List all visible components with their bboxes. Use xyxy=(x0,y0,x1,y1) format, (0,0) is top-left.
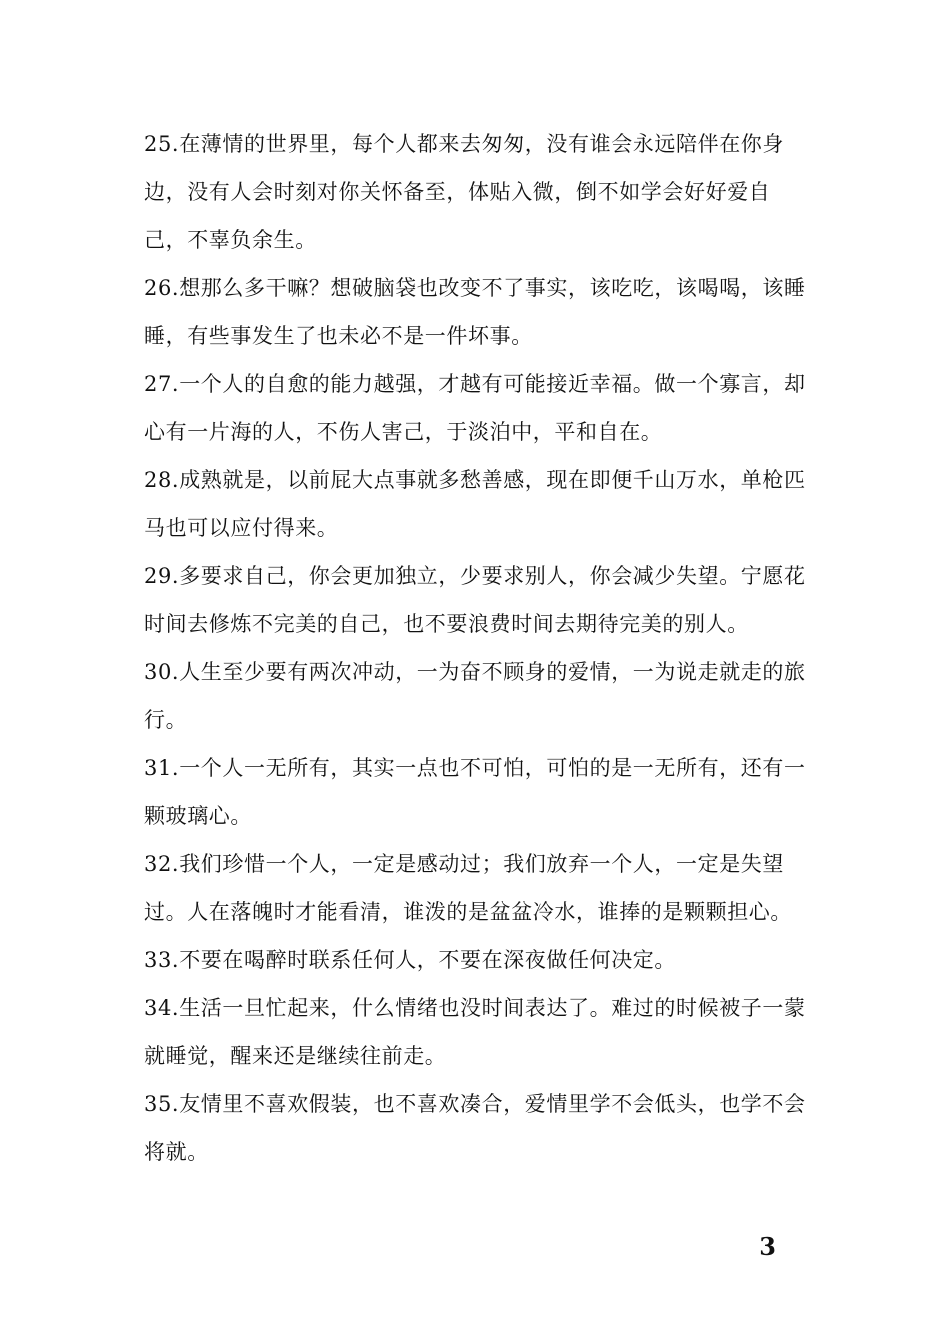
quote-entry-26: 26.想那么多干嘛？想破脑袋也改变不了事实，该吃吃，该喝喝，该睡睡，有些事发生了也未必不是一件坏事。 xyxy=(144,276,806,348)
quote-entry-29: 29.多要求自己，你会更加独立，少要求别人，你会减少失望。宁愿花时间去修炼不完美的自己，也不要浪费时间去期待完美的别人。 xyxy=(144,564,806,636)
quote-list xyxy=(144,120,806,1176)
quote-entry-28: 28.成熟就是，以前屁大点事就多愁善感，现在即便千山万水，单枪匹马也可以应付得来。 xyxy=(144,468,806,540)
quote-entry-35: 35.友情里不喜欢假装，也不喜欢凑合，爱情里学不会低头，也学不会将就。 xyxy=(144,1092,806,1164)
page-number: 3 xyxy=(759,1232,776,1261)
quote-entry-31: 31.一个人一无所有，其实一点也不可怕，可怕的是一无所有，还有一颗玻璃心。 xyxy=(144,756,806,828)
quote-entry-27: 27.一个人的自愈的能力越强，才越有可能接近幸福。做一个寡言，却心有一片海的人，不伤人害己，于淡泊中，平和自在。 xyxy=(144,372,806,444)
quote-entry-25: 25.在薄情的世界里，每个人都来去匆匆，没有谁会永远陪伴在你身边，没有人会时刻对你关怀备至，体贴入微，倒不如学会好好爱自己，不辜负余生。 xyxy=(144,132,784,252)
quote-entry-32: 32.我们珍惜一个人，一定是感动过；我们放弃一个人，一定是失望过。人在落魄时才能看清，谁泼的是盆盆冷水，谁捧的是颗颗担心。 xyxy=(144,852,792,924)
quote-entry-33: 33.不要在喝醉时联系任何人，不要在深夜做任何决定。 xyxy=(144,948,676,972)
quote-entry-34: 34.生活一旦忙起来，什么情绪也没时间表达了。难过的时候被子一蒙就睡觉，醒来还是继续往前走。 xyxy=(144,996,806,1068)
quote-entry-30: 30.人生至少要有两次冲动，一为奋不顾身的爱情，一为说走就走的旅行。 xyxy=(144,660,806,732)
